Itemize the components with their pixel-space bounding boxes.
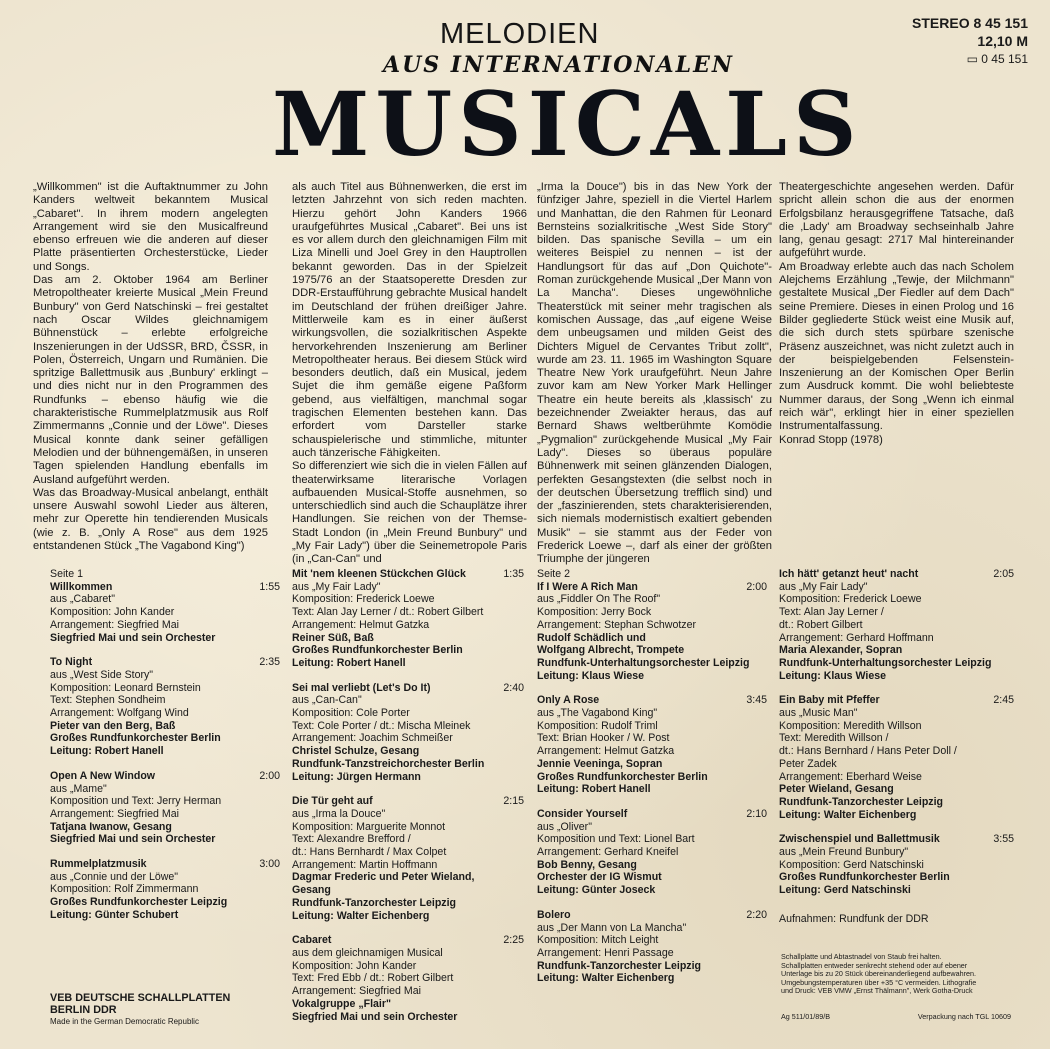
track-performer: Leitung: Gerd Natschinski — [779, 884, 911, 897]
track-heading — [779, 694, 1014, 707]
track-heading — [537, 581, 767, 594]
track-entry — [537, 694, 767, 796]
track-credit: Arrangement: Eberhard Weise — [779, 770, 922, 783]
track-performer: Rundfunk-Tanzorchester Leipzig — [292, 896, 457, 909]
track-heading — [50, 656, 280, 669]
record-label — [50, 992, 230, 1028]
track-credit: Arrangement: Helmut Gatzka — [537, 745, 675, 758]
track-credit: Komposition: John Kander — [50, 606, 175, 619]
track-performer: Orchester der IG Wismut — [537, 871, 662, 884]
track-credit: Peter Zadek — [779, 757, 837, 770]
track-credit: Text: Meredith Willson / — [779, 732, 889, 745]
label-name: VEB DEUTSCHE SCHALLPLATTEN — [50, 992, 231, 1004]
track-duration: 3:55 — [993, 833, 1014, 846]
track-credit: Komposition und Text: Jerry Herman — [50, 795, 222, 808]
track-performer: Rundfunk-Tanzorchester Leipzig — [537, 959, 702, 972]
track-credit: Arrangement: Gerhard Hoffmann — [779, 631, 934, 644]
track-credit: Arrangement: Helmut Gatzka — [292, 618, 430, 631]
track-credit: aus „Mame" — [50, 782, 107, 795]
track-entry — [779, 694, 1014, 821]
track-credit: Arrangement: Gerhard Kneifel — [537, 846, 679, 859]
track-performer: Großes Rundfunkorchester Leipzig — [50, 896, 228, 909]
track-performer: Wolfgang Albrecht, Trompete — [537, 644, 685, 657]
track-credit: aus „Fiddler On The Roof" — [537, 593, 661, 606]
track-credit: aus „My Fair Lady" — [779, 580, 868, 593]
track-duration: 2:25 — [503, 934, 524, 947]
track-title: Sei mal verliebt (Let's Do It) — [292, 681, 431, 694]
track-performer: Leitung: Jürgen Hermann — [292, 770, 421, 783]
track-heading — [292, 934, 524, 947]
track-credit: aus „Can-Can" — [292, 694, 362, 707]
track-credit: Arrangement: Siegfried Mai — [292, 985, 421, 998]
track-credit: Arrangement: Siegfried Mai — [50, 618, 179, 631]
track-heading — [779, 568, 1014, 581]
track-credit: Text: Stephen Sondheim — [50, 694, 166, 707]
track-performer: Siegfried Mai und sein Orchester — [50, 631, 216, 644]
track-performer: Dagmar Frederic und Peter Wieland, — [292, 871, 475, 884]
title-subtitle: AUS INTERNATIONALEN — [383, 52, 734, 78]
track-credit: Komposition: Rolf Zimmermann — [50, 883, 199, 896]
price: 12,10 M — [977, 33, 1028, 49]
track-performer: Großes Rundfunkorchester Berlin — [292, 644, 463, 657]
track-title: Only A Rose — [537, 694, 600, 707]
track-title: Consider Yourself — [537, 807, 628, 820]
liner-paragraph: Konrad Stopp (1978) — [779, 433, 883, 446]
track-performer: Rundfunk-Unterhaltungsorchester Leipzig — [537, 656, 750, 669]
track-entry — [537, 581, 767, 683]
track-credit: aus „Irma la Douce" — [292, 807, 386, 820]
track-duration: 3:45 — [746, 694, 767, 707]
track-performer: Leitung: Klaus Wiese — [537, 669, 645, 682]
track-performer: Rundfunk-Tanzorchester Leipzig — [779, 795, 944, 808]
catalog-block — [912, 14, 1028, 68]
track-credit: Text: Fred Ebb / dt.: Robert Gilbert — [292, 972, 454, 985]
track-performer: Leitung: Walter Eichenberg — [292, 909, 430, 922]
track-title: Cabaret — [292, 934, 332, 947]
track-credit: Komposition: Gerd Natschinski — [779, 858, 924, 871]
track-performer: Vokalgruppe „Flair" — [292, 997, 392, 1010]
track-performer: Leitung: Günter Schubert — [50, 908, 179, 921]
tracklist-column-3 — [537, 568, 767, 997]
track-heading — [292, 795, 524, 808]
liner-paragraph: als auch Titel aus Bühnenwerken, die erst im letzten Jahrzehnt von sich reden machten. Hierzu gehört John Kanders 1966 uraufgeführtes Musical „Cabaret". Bei uns ist es vor allem durch den gleichnamigen Film mit Liza Minelli und Joel Grey in den Hauptrollen bekannt geworden. Das in der Spielzeit 1975/76 an der Staatsoperette Dresden zur DDR-Erstaufführung gebrachte Musical handelt im Deutschland der frühen dreißiger Jahre. Mittlerweile kam es in einer äußerst wirkungsvollen, die sozialkritischen Aspekte hervorkehrenden Inszenierung am Berliner Metropoltheater heraus. Bei diesem Stück wird besonders deutlich, daß ein Musical, jedem Sujet die ihm gemäße eigene Paßform gebend, aus vielfältigen, manchmal sogar tragischen Elementen bestehen kann. Das erfordert vom Darsteller starke schauspielerische und stimmliche, mitunter auch tänzerische Fähigkeiten. — [292, 181, 527, 459]
track-credit: Komposition: Rudolf Triml — [537, 719, 658, 732]
track-duration: 2:45 — [993, 694, 1014, 707]
track-credit: aus „Connie und der Löwe" — [50, 870, 179, 883]
track-entry — [779, 833, 1014, 897]
track-heading — [292, 568, 524, 581]
liner-paragraph: So differenziert wie sich die in vielen Fällen auf theaterwirksame literarische Vorlagen aufbauenden Musical-Stoffe ausnehmen, so unterschiedlich sind auch die Schauplätze ihrer Handlungen. Sie reichen von der Themse-Stadt London (in „Mein Freund Bunbury" und „My Fair Lady") über die Seinemetropole Paris (in „Can-Can" und — [292, 460, 527, 566]
track-credit: aus dem gleichnamigen Musical — [292, 946, 443, 959]
track-performer: Gesang — [292, 884, 331, 897]
track-duration: 1:35 — [503, 568, 524, 580]
liner-notes-column-1 — [33, 181, 268, 553]
track-performer: Leitung: Robert Hanell — [292, 656, 406, 669]
track-title: Zwischenspiel und Ballettmusik — [779, 833, 940, 846]
track-performer: Großes Rundfunkorchester Berlin — [537, 770, 708, 783]
liner-paragraph: „Irma la Douce") bis in das New York der fünfziger Jahre, speziell in die Viertel Harlem und Manhattan, die den Rahmen für Leonard Bernsteins sozialkritische „West Side Story" bilden. Das spanische Sevilla – um ein weiteres Beispiel zu nennen – ist der Handlungsort für das auf „Don Quichote"-Roman zurückgehende Musical „Der Mann von La Mancha". Dieses ungewöhnliche Theaterstück mit seiner mehr tragischen als komischen Aussage, das „auf eigene Weise dem unbeugsamen und milden Geist des Dichters Miguel de Cervantes Tribut zollt", wurde am 23. 11. 1965 im Washington Square Theatre New York uraufgeführt. Neun Jahre zuvor kam am New Yorker Mark Hellinger Theatre ein heute bereits als ‚klassisch' zu bezeichnender Zweiakter heraus, das auf Bernard Shaws weltberühmte Komödie „Pygmalion" zurückgehende Musical „My Fair Lady". Dieses so überaus populäre Bühnenwerk mit seinen glänzenden Dialogen, perfekten Gesangstexten (die selbst noch in der deutschen Übersetzung trefflich sind) und der „faszinierenden, stets charakterisierenden, sich niemals modernistisch exaltiert gebenden Musik" – sie stammt aus der Feder von Frederick Loewe –, darf als einer der größten Triumphe der jüngeren — [537, 181, 772, 566]
track-performer: Bob Benny, Gesang — [537, 858, 637, 871]
track-credit: Komposition: Marguerite Monnot — [292, 820, 446, 833]
track-credit: Text: Alan Jay Lerner / — [779, 606, 884, 619]
side-2-label: Seite 2 — [537, 568, 570, 580]
track-credit: Komposition: Frederick Loewe — [292, 593, 435, 606]
track-heading — [50, 770, 280, 783]
track-heading — [537, 694, 767, 707]
track-heading — [537, 808, 767, 821]
track-entry — [292, 682, 524, 784]
track-performer: Großes Rundfunkorchester Berlin — [779, 871, 950, 884]
track-performer: Leitung: Klaus Wiese — [779, 669, 887, 682]
track-heading — [50, 858, 280, 871]
track-performer: Leitung: Robert Hanell — [537, 783, 651, 796]
track-entry — [537, 808, 767, 897]
track-entry — [50, 858, 280, 922]
liner-notes-column-3 — [537, 181, 772, 567]
track-credit: dt.: Hans Bernhardt / Max Colpet — [292, 846, 447, 859]
liner-paragraph: Theatergeschichte angesehen werden. Dafür spricht allein schon die aus der enormen Erfolgsbilanz herausgegriffene Tatsache, daß die ‚Lady' am Broadway sechseinhalb Jahre lang, genau gesagt: 2717 Mal hintereinander aufgeführt wurde. — [779, 181, 1014, 260]
track-credit: aus „Oliver" — [537, 820, 592, 833]
track-performer: Maria Alexander, Sopran — [779, 644, 903, 657]
liner-notes-column-4 — [779, 181, 1014, 447]
track-performer: Christel Schulze, Gesang — [292, 745, 420, 758]
track-credit: Arrangement: Wolfgang Wind — [50, 707, 189, 720]
care-instructions: Schallplatte und Abtastnadel von Staub frei halten. Schallplatten entweder senkrecht stehend oder auf ebener Unterlage bis zu 20 Stück übereinanderliegend aufbewahren. Umgebungstemperaturen über +35 °C vermeiden. Lithografie und Druck: VEB VMW „Ernst Thälmann", Werk Gotha-Druck — [781, 952, 977, 996]
track-title: If I Were A Rich Man — [537, 580, 638, 593]
track-duration: 2:40 — [503, 681, 524, 694]
track-performer: Siegfried Mai und sein Orchester — [292, 1010, 458, 1023]
track-credit: Komposition: Jerry Bock — [537, 606, 652, 619]
track-credit: aus „Music Man" — [779, 707, 858, 720]
track-performer: Großes Rundfunkorchester Berlin — [50, 732, 221, 745]
track-title: Ein Baby mit Pfeffer — [779, 694, 880, 707]
track-credit: Komposition: John Kander — [292, 959, 417, 972]
track-duration: 2:00 — [259, 769, 280, 782]
track-performer: Peter Wieland, Gesang — [779, 783, 894, 796]
track-performer: Tatjana Iwanow, Gesang — [50, 820, 172, 833]
track-heading — [779, 833, 1014, 846]
track-credit: aus „My Fair Lady" — [292, 580, 381, 593]
track-performer: Leitung: Walter Eichenberg — [537, 972, 675, 985]
track-duration: 2:05 — [993, 568, 1014, 580]
track-credit: Arrangement: Martin Hoffmann — [292, 858, 438, 871]
track-credit: dt.: Robert Gilbert — [779, 618, 863, 631]
tracklist-column-2 — [292, 568, 524, 1035]
label-city: BERLIN DDR — [50, 1004, 117, 1016]
track-title: Open A New Window — [50, 769, 156, 782]
track-performer: Jennie Veeninga, Sopran — [537, 757, 663, 770]
track-entry — [779, 568, 1014, 682]
track-credit: Komposition: Meredith Willson — [779, 719, 922, 732]
track-title: Willkommen — [50, 580, 113, 593]
track-performer: Leitung: Robert Hanell — [50, 745, 164, 758]
track-credit: Komposition und Text: Lionel Bart — [537, 833, 695, 846]
recording-credit: Aufnahmen: Rundfunk der DDR — [779, 913, 929, 925]
label-origin: Made in the German Democratic Republic — [50, 1017, 199, 1026]
liner-paragraph: Was das Broadway-Musical anbelangt, enthält unsere Auswahl sowohl Lieder aus älteren, mehr zur Operette hin tendierenden Musicals (wie z. B. „Only A Rose" aus dem 1925 entstandenen Stück „The Vagabond King") — [33, 486, 268, 553]
title-musicals: MUSICALS — [272, 72, 863, 176]
track-title: Ich hätt' getanzt heut' nacht — [779, 568, 919, 580]
track-entry — [50, 770, 280, 846]
track-performer: Reiner Süß, Baß — [292, 631, 374, 644]
track-credit: Text: Cole Porter / dt.: Mischa Mleinek — [292, 719, 471, 732]
track-entry — [537, 909, 767, 985]
track-entry — [292, 568, 524, 670]
track-entry — [292, 934, 524, 1023]
track-duration: 2:00 — [746, 580, 767, 593]
track-credit: Arrangement: Siegfried Mai — [50, 807, 179, 820]
track-credit: aus „Cabaret" — [50, 593, 116, 606]
track-credit: aus „West Side Story" — [50, 668, 154, 681]
track-duration: 2:35 — [259, 656, 280, 669]
track-credit: Arrangement: Henri Passage — [537, 946, 674, 959]
track-performer: Rundfunk-Tanzstreichorchester Berlin — [292, 757, 485, 770]
track-title: Die Tür geht auf — [292, 795, 373, 808]
liner-paragraph: „Willkommen" ist die Auftaktnummer zu John Kanders weltweit bekanntem Musical „Cabaret". In ihrem modern angelegten Arrangement wird sie den Musicalfreund ebenso erfreuen wie die anderen auf dieser Platte präsentierten Orchesterstücke, Lieder und Songs. — [33, 181, 268, 273]
track-title: Rummelplatzmusik — [50, 858, 147, 871]
track-credit: Arrangement: Stephan Schwotzer — [537, 618, 696, 631]
track-performer: Leitung: Günter Joseck — [537, 884, 656, 897]
catalog-number: STEREO 8 45 151 — [912, 15, 1028, 31]
track-credit: Komposition: Cole Porter — [292, 707, 410, 720]
track-credit: Komposition: Leonard Bernstein — [50, 681, 201, 694]
track-entry — [50, 656, 280, 758]
track-credit: Komposition: Mitch Leight — [537, 934, 659, 947]
track-duration: 2:20 — [746, 908, 767, 921]
track-credit: aus „The Vagabond King" — [537, 707, 658, 720]
title-melodien: MELODIEN — [440, 18, 600, 50]
track-entry — [292, 795, 524, 922]
track-performer: Pieter van den Berg, Baß — [50, 719, 176, 732]
track-title: Bolero — [537, 908, 571, 921]
liner-notes-column-2 — [292, 181, 527, 567]
track-credit: aus „Der Mann von La Mancha" — [537, 921, 687, 934]
liner-paragraph: Am Broadway erlebte auch das nach Scholem Alejchems Erzählung „Tewje, der Milchmann" gestaltete Musical „Der Fiedler auf dem Dach" seine Premiere. Dieses in einen Prolog und 16 Bilder gegliederte Stück weist eine Musik auf, die sich durch stets spürbare szenische Präsenz auszeichnet, was nicht zuletzt auch in der beispielgebenden Felsenstein-Inszenierung an der Komischen Oper Berlin zum Ausdruck kommt. Die wohl beliebteste Nummer daraus, der Song „Wenn ich einmal reich wär", erklingt hier in einer speziellen Instrumentalfassung. — [779, 260, 1014, 433]
track-performer: Rundfunk-Unterhaltungsorchester Leipzig — [779, 656, 992, 669]
track-performer: Rudolf Schädlich und — [537, 631, 646, 644]
track-performer: Siegfried Mai und sein Orchester — [50, 833, 216, 846]
track-credit: dt.: Hans Bernhard / Hans Peter Doll / — [779, 745, 957, 758]
track-credit: Arrangement: Joachim Schmeißer — [292, 732, 453, 745]
track-credit: Text: Alan Jay Lerner / dt.: Robert Gilbert — [292, 606, 484, 619]
track-title: Mit 'nem kleenen Stückchen Glück — [292, 568, 466, 580]
track-heading — [50, 581, 280, 594]
track-heading — [292, 682, 524, 695]
track-duration: 2:10 — [746, 807, 767, 820]
track-duration: 3:00 — [259, 858, 280, 871]
track-duration: 1:55 — [259, 580, 280, 593]
tracklist-column-1 — [50, 568, 280, 934]
track-credit: Text: Brian Hooker / W. Post — [537, 732, 670, 745]
track-credit: Komposition: Frederick Loewe — [779, 593, 922, 606]
track-entry — [50, 581, 280, 645]
cassette-number: ▭ 0 45 151 — [966, 52, 1028, 66]
track-heading — [537, 909, 767, 922]
track-title: To Night — [50, 656, 93, 669]
track-credit: aus „Mein Freund Bunbury" — [779, 846, 909, 859]
side-1-label: Seite 1 — [50, 568, 83, 580]
tracklist-column-4 — [779, 568, 1014, 909]
track-credit: Text: Alexandre Brefford / — [292, 833, 411, 846]
ag-code: Ag 511/01/89/B — [781, 1012, 831, 1021]
liner-paragraph: Das am 2. Oktober 1964 am Berliner Metropoltheater kreierte Musical „Mein Freund Bunbury" von Gerd Natschinski – frei gestaltet nach Oscar Wildes gleichnamigem Bühnenstück – erlebte erfolgreiche Inszenierungen in der UdSSR, BRD, ČSSR, in Polen, Österreich, Ungarn und Rumänien. Die spritzige Ballettmusik aus ‚Bunbury' erklingt – und dies nicht nur in den Programmen des Rundfunks – ebenso häufig wie die charakteristische Rummelplatzmusik aus Rolf Zimmermanns „Connie und der Löwe". Dieses Musical konnte dank seiner gefälligen Melodien und der bühnengemäßen, in unseren Tagen spielenden Handlung ebenfalls im Ausland aufgeführt werden. — [33, 274, 268, 486]
track-performer: Leitung: Walter Eichenberg — [779, 808, 917, 821]
track-duration: 2:15 — [503, 795, 524, 808]
print-codes — [781, 1012, 1011, 1021]
pack-code: Verpackung nach TGL 10609 — [917, 1012, 1011, 1021]
